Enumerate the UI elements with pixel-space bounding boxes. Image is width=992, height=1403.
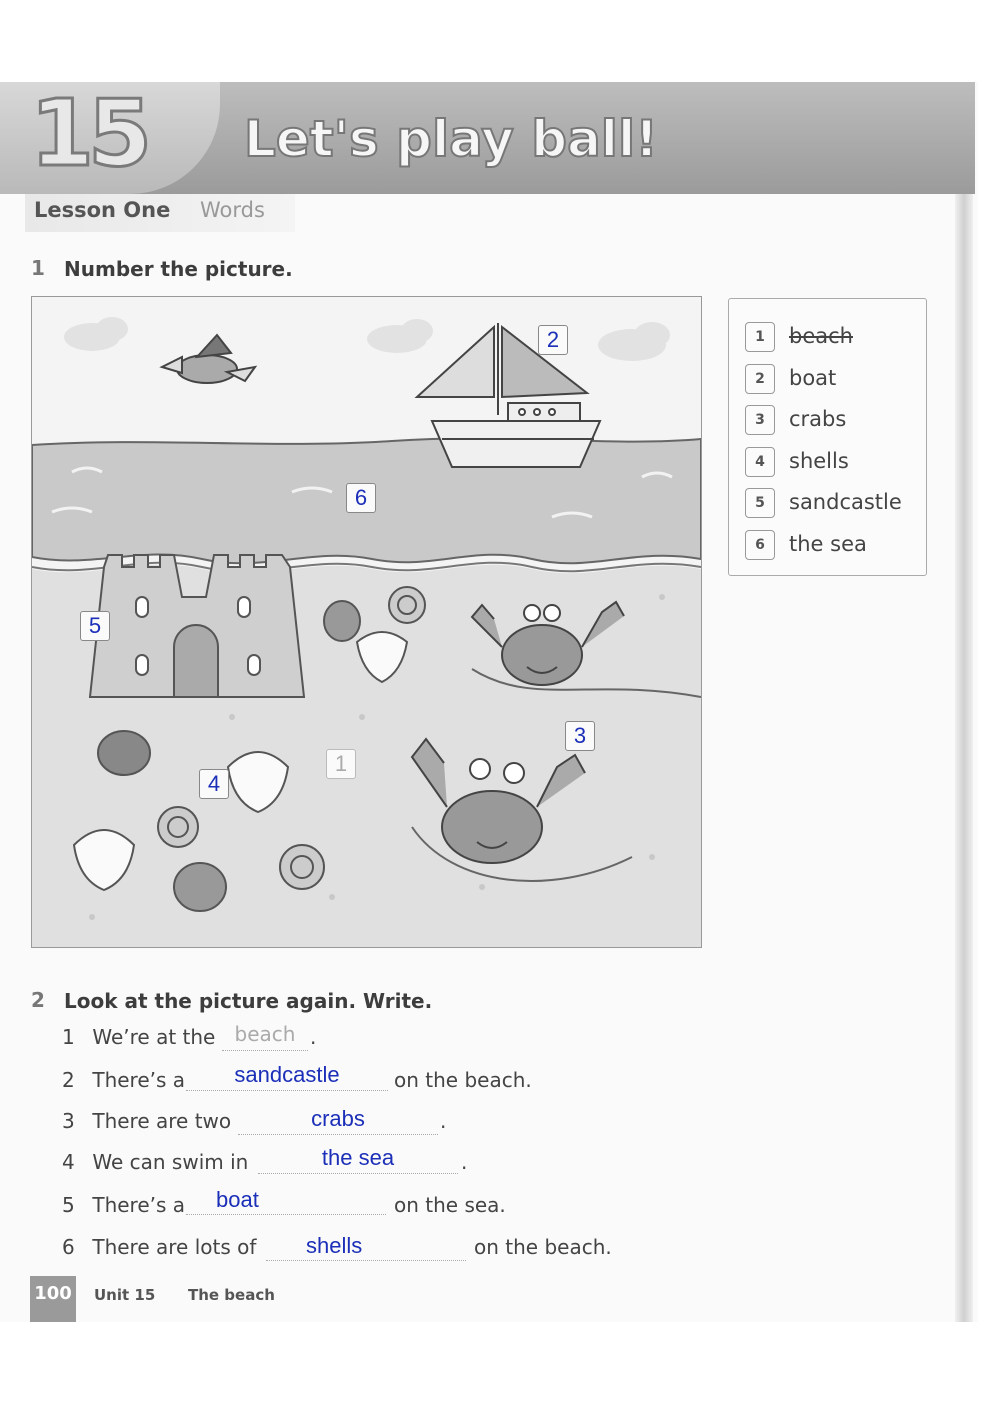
answer-blank-2[interactable]: sandcastle — [186, 1062, 388, 1091]
boat-icon — [417, 323, 600, 467]
word-number: 2 — [745, 364, 775, 394]
sentence-text: There’s a — [92, 1193, 186, 1217]
word-label: the sea — [789, 532, 867, 556]
sentence-ending: . — [310, 1025, 317, 1049]
picture-label-crabs[interactable]: 3 — [565, 721, 595, 751]
word-number: 3 — [745, 405, 775, 435]
answer-blank-4[interactable]: the sea — [258, 1145, 458, 1174]
answer-blank-3[interactable]: crabs — [238, 1106, 438, 1135]
word-label: beach — [789, 324, 853, 348]
sentence-text: There’s a — [92, 1068, 186, 1092]
unit-title: Let's play ball! — [244, 110, 658, 168]
page-edge — [955, 82, 973, 1322]
exercise2-instruction: Look at the picture again. Write. — [64, 989, 433, 1013]
sentence-text: We can swim in — [92, 1150, 249, 1174]
picture-label-boat[interactable]: 2 — [538, 325, 568, 355]
word-label: shells — [789, 449, 849, 473]
sentence-ending: on the sea. — [394, 1193, 506, 1217]
cloud-icon — [64, 317, 670, 361]
beach-illustration — [32, 297, 701, 947]
exercise2-number: 2 — [31, 988, 45, 1012]
picture-label-beach: 1 — [326, 749, 356, 779]
word-label: boat — [789, 366, 837, 390]
sentence-ending: on the beach. — [394, 1068, 532, 1092]
sentence-3 — [62, 1109, 231, 1139]
word-number: 6 — [745, 530, 775, 560]
footer-unit: Unit 15 — [94, 1286, 156, 1304]
answer-blank-5[interactable]: boat — [186, 1187, 386, 1215]
picture-label-shells[interactable]: 4 — [199, 769, 229, 799]
sentence-number: 6 — [62, 1235, 75, 1259]
sentence-6 — [62, 1235, 256, 1265]
lesson-section: Words — [200, 198, 265, 222]
word-number: 5 — [745, 488, 775, 518]
sentence-number: 3 — [62, 1109, 75, 1133]
unit-number: 15 — [30, 80, 147, 187]
word-label: crabs — [789, 407, 847, 431]
sentence-4 — [62, 1150, 248, 1180]
answer-blank-1: beach — [222, 1022, 308, 1051]
word-number: 4 — [745, 447, 775, 477]
sentence-text: We’re at the — [92, 1025, 216, 1049]
sentence-text: There are two — [92, 1109, 232, 1133]
picture-label-sandcastle[interactable]: 5 — [80, 611, 110, 641]
lesson-name: Lesson One — [34, 198, 171, 222]
word-box — [728, 298, 927, 576]
footer-title: The beach — [188, 1286, 275, 1304]
sentence-number: 5 — [62, 1193, 75, 1217]
answer-blank-6[interactable]: shells — [266, 1233, 466, 1261]
sentence-2 — [62, 1068, 185, 1098]
sentence-number: 4 — [62, 1150, 75, 1174]
sentence-ending: . — [440, 1109, 447, 1133]
picture-label-sea[interactable]: 6 — [346, 483, 376, 513]
sentence-text: There are lots of — [92, 1235, 257, 1259]
sentence-number: 2 — [62, 1068, 75, 1092]
exercise1-instruction: Number the picture. — [64, 257, 293, 281]
page-number: 100 — [30, 1276, 76, 1322]
sentence-ending: on the beach. — [474, 1235, 612, 1259]
sentence-5 — [62, 1193, 185, 1223]
bird-icon — [162, 335, 255, 383]
sentence-ending: . — [461, 1150, 468, 1174]
sentence-number: 1 — [62, 1025, 75, 1049]
beach-picture — [31, 296, 702, 948]
exercise1-number: 1 — [31, 256, 45, 280]
word-number: 1 — [745, 322, 775, 352]
word-label: sandcastle — [789, 490, 902, 514]
sentence-1 — [62, 1025, 215, 1055]
